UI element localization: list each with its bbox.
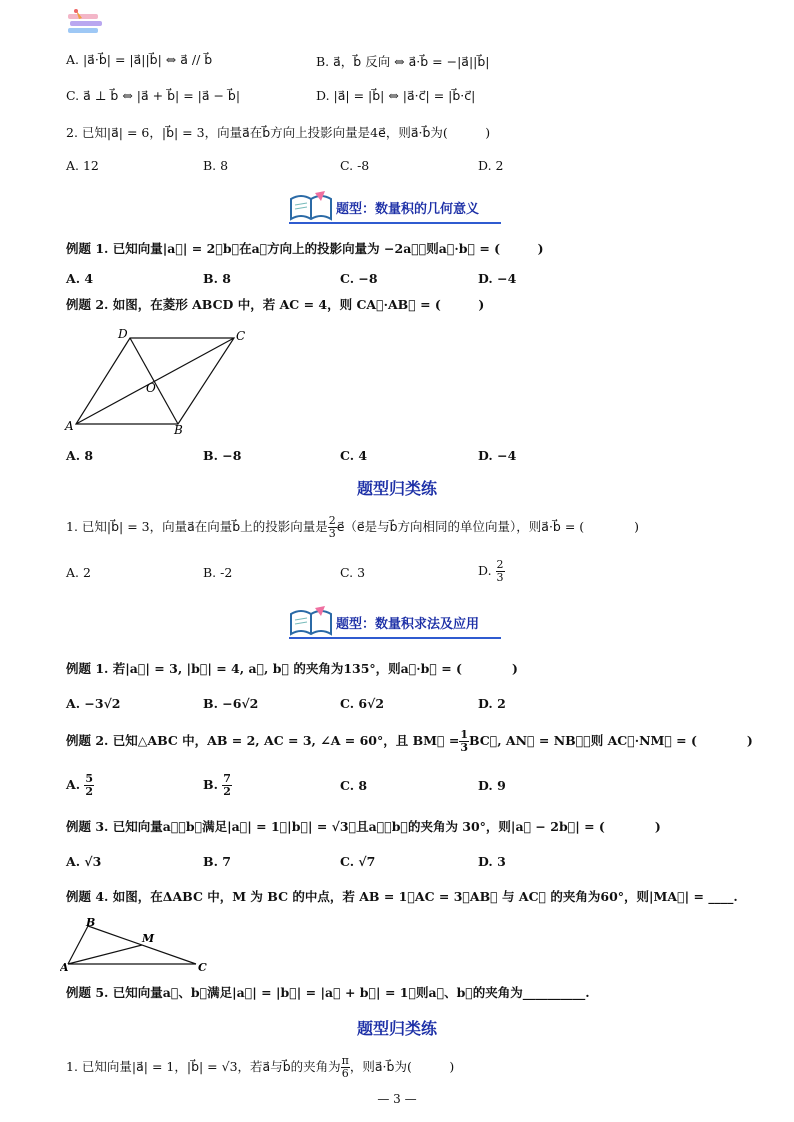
q2-option-d: D. 2	[478, 158, 504, 173]
section-underline	[289, 637, 501, 639]
practice2-q1	[66, 1052, 454, 1082]
open-book-icon	[289, 604, 333, 638]
frac-den: 2	[85, 785, 94, 798]
label-c: C	[198, 961, 207, 974]
label-c: C	[236, 329, 246, 343]
open-book-icon	[289, 189, 333, 223]
frac-den: 6	[341, 1067, 349, 1080]
q2-option-b: B. 8	[203, 158, 229, 173]
label-o: O	[146, 381, 156, 395]
frac-num: 2	[496, 558, 504, 571]
s1-example1-stem: 例题 1. 已知向量|a⃗| = 2，b⃗在a⃗方向上的投影向量为 −2a⃗，则a⃗·b⃗ = ( )	[66, 241, 544, 256]
p1-option-d	[478, 556, 505, 586]
s2-ex3-option-c: C. √7	[340, 854, 376, 869]
s2-example2-stem	[66, 726, 753, 756]
s2-ex3-option-a: A. √3	[66, 854, 102, 869]
option-label: B.	[203, 777, 218, 792]
s2-ex2-option-a	[66, 770, 94, 800]
label-b: B	[86, 916, 96, 929]
fraction-one-third	[459, 729, 469, 754]
s2-example5-stem: 例题 5. 已知向量a⃗、b⃗满足|a⃗| = |b⃗| = |a⃗ + b⃗| = 1，则a⃗、b⃗的夹角为__________.	[66, 985, 590, 1000]
s1-ex2-option-c: C. 4	[340, 448, 368, 463]
practice1-q1-pre: 1. 已知|b⃗| = 3，向量a⃗在向量b⃗上的投影向量是	[66, 519, 328, 534]
label-m: M	[142, 932, 155, 945]
q2-stem: 2. 已知|a⃗| = 6，|b⃗| = 3，向量a⃗在b⃗方向上投影向量是4e⃗，则a⃗·b⃗为( )	[66, 125, 491, 140]
frac-num: 7	[223, 772, 231, 785]
label-a: A	[60, 961, 69, 974]
triangle-abc-figure	[60, 914, 210, 974]
practice2-q1-post: ，则a⃗·b⃗为( )	[349, 1059, 455, 1074]
practice1-q1	[66, 512, 639, 542]
p1-option-c: C. 3	[340, 565, 366, 580]
s2-ex2-option-c: C. 8	[340, 778, 368, 793]
s2-ex2-option-d: D. 9	[478, 778, 506, 793]
fraction-pi-over-6	[341, 1055, 350, 1080]
option-label: A.	[66, 777, 81, 792]
s2-example3-stem: 例题 3. 已知向量a⃗，b⃗满足|a⃗| = 1，|b⃗| = √3，且a⃗，b⃗的夹角为 30°，则|a⃗ − 2b⃗| = ( )	[66, 819, 661, 834]
s1-ex1-option-a: A. 4	[66, 271, 94, 286]
s2-ex1-option-a: A. −3√2	[66, 696, 121, 711]
frac-num: π	[341, 1054, 349, 1067]
practice1-q1-post: e⃗（e⃗是与b⃗方向相同的单位向量），则a⃗·b⃗ = ( )	[336, 519, 640, 534]
practice-heading-2: 题型归类练	[356, 1019, 437, 1038]
section-header-dot-product-methods	[289, 604, 501, 642]
page-number: — 3 —	[377, 1092, 417, 1106]
s1-ex2-option-a: A. 8	[66, 448, 94, 463]
s2-ex1-option-d: D. 2	[478, 696, 506, 711]
label-a: A	[65, 419, 74, 433]
frac-num: 2	[328, 514, 336, 527]
header-books-icon	[66, 8, 106, 38]
s2-ex2-stem-pre: 例题 2. 已知△ABC 中，AB = 2, AC = 3, ∠A = 60°，且 BM⃗ =	[66, 733, 460, 748]
s1-example2-stem: 例题 2. 如图，在菱形 ABCD 中，若 AC = 4，则 CA⃗·AB⃗ = ( )	[66, 297, 485, 312]
p1-option-b: B. -2	[203, 565, 233, 580]
s1-ex2-option-d: D. −4	[478, 448, 517, 463]
q1-option-a: A. |a⃗·b⃗| = |a⃗||b⃗| ⇔ a⃗ // b⃗	[66, 52, 213, 67]
frac-den: 3	[328, 527, 336, 540]
option-fraction	[222, 773, 232, 798]
s1-ex1-option-b: B. 8	[203, 271, 231, 286]
s2-example1-stem: 例题 1. 若|a⃗| = 3, |b⃗| = 4, a⃗, b⃗ 的夹角为135°，则a⃗·b⃗ = ( )	[66, 661, 518, 676]
s2-ex3-option-b: B. 7	[203, 854, 231, 869]
label-d: D	[118, 327, 128, 341]
p1-option-a: A. 2	[66, 565, 91, 580]
frac-den: 3	[496, 571, 504, 584]
fraction-two-thirds	[328, 515, 337, 540]
s1-ex1-option-d: D. −4	[478, 271, 517, 286]
q1-option-c: C. a⃗ ⊥ b⃗ ⇔ |a⃗ + b⃗| = |a⃗ − b⃗|	[66, 88, 241, 103]
s2-ex1-option-b: B. −6√2	[203, 696, 259, 711]
frac-den: 2	[223, 785, 231, 798]
s1-ex1-option-c: C. −8	[340, 271, 378, 286]
frac-den: 3	[460, 741, 468, 754]
section-header-geometric-meaning	[289, 189, 501, 227]
rhombus-figure	[60, 326, 260, 436]
q2-option-a: A. 12	[66, 158, 99, 173]
q1-option-b: B. a⃗，b⃗ 反向 ⇔ a⃗·b⃗ = −|a⃗||b⃗|	[316, 54, 490, 69]
s2-ex1-option-c: C. 6√2	[340, 696, 385, 711]
p1-option-d-fraction	[496, 559, 505, 584]
label-b: B	[174, 423, 183, 436]
frac-num: 1	[460, 728, 468, 741]
practice2-q1-pre: 1. 已知向量|a⃗| = 1，|b⃗| = √3，若a⃗与b⃗的夹角为	[66, 1059, 341, 1074]
option-fraction	[84, 773, 94, 798]
s2-ex2-option-b	[203, 770, 232, 800]
s1-ex2-option-b: B. −8	[203, 448, 242, 463]
s2-ex3-option-d: D. 3	[478, 854, 506, 869]
frac-num: 5	[85, 772, 94, 785]
s2-ex2-stem-post: BC⃗, AN⃗ = NB⃗，则 AC⃗·NM⃗ = ( )	[468, 733, 753, 748]
section-title: 题型：数量积的几何意义	[336, 202, 480, 217]
s2-example4-stem: 例题 4. 如图，在ΔABC 中，M 为 BC 的中点，若 AB = 1，AC = 3，AB⃗ 与 AC⃗ 的夹角为60°，则|MA⃗| = ____.	[66, 889, 738, 904]
section-title: 题型：数量积求法及应用	[336, 617, 480, 632]
p1-option-d-label: D.	[478, 563, 492, 578]
q2-option-c: C. -8	[340, 158, 370, 173]
section-underline	[289, 222, 501, 224]
practice-heading-1: 题型归类练	[356, 479, 437, 498]
q1-option-d: D. |a⃗| = |b⃗| ⇔ |a⃗·c⃗| = |b⃗·c⃗|	[316, 88, 476, 103]
